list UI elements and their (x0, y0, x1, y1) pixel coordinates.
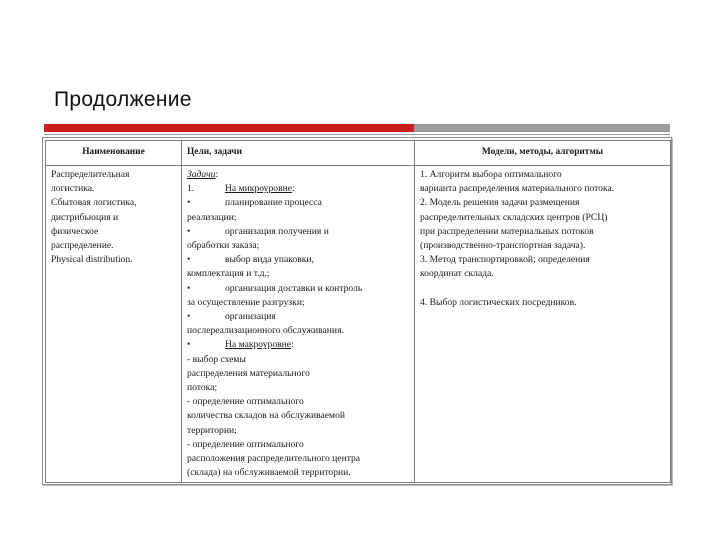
slide-title: Продолжение (54, 88, 192, 111)
list-item-cont: комплектация и т.д.; (187, 268, 270, 280)
list-item: • выбор вида упаковки, (187, 253, 409, 267)
cell-text: - выбор схемы (187, 353, 246, 365)
bullet-icon: • (187, 339, 191, 351)
cell-text: - определение оптимального (187, 438, 304, 450)
logistics-table (45, 140, 671, 483)
accent-bar (44, 124, 414, 132)
cell-text: - определение оптимального (187, 396, 304, 408)
divider (44, 134, 670, 135)
header-goals: Цели, задачи (182, 141, 415, 166)
cell-text: территории; (187, 424, 237, 436)
cell-name (46, 166, 182, 483)
list-item: • организация (187, 310, 409, 324)
header-models: Модели, методы, алгоритмы (415, 141, 671, 166)
bullet-icon: • (187, 282, 191, 294)
cell-text: Physical distribution. (51, 254, 133, 266)
bullet-icon: • (187, 311, 191, 323)
cell-text: (производственно-транспортная задача). (420, 240, 586, 252)
cell-text: распределительных складских центров (РСЦ) (420, 211, 608, 223)
cell-goals (182, 166, 415, 483)
list-item-cont: за осуществление разгрузки; (187, 296, 305, 308)
list-item-cont: реализации; (187, 211, 237, 223)
list-item-cont: послереализационного обслуживания. (187, 325, 344, 337)
table-header-row (46, 141, 671, 166)
cell-text: потока; (187, 382, 218, 394)
cell-models (415, 166, 671, 483)
cell-text: количества складов на обслуживаемой (187, 410, 346, 422)
cell-text: логистика. (51, 183, 95, 195)
macro-heading: • На макроуровне: (187, 338, 409, 352)
bullet-icon: • (187, 225, 191, 237)
cell-text: 3. Метод транспортировкой; определения (420, 254, 590, 266)
micro-heading: 1. На микроуровне: (187, 183, 295, 195)
spacer (420, 282, 665, 296)
cell-text: варианта распределения материального потока. (420, 183, 615, 195)
cell-text: дистрибьюция и (51, 211, 119, 223)
list-item-cont: обработки заказа; (187, 240, 260, 252)
list-item: • планирование процесса (187, 196, 409, 210)
secondary-bar (414, 124, 670, 132)
cell-text: распределения материального (187, 367, 310, 379)
list-item: • организация получения и (187, 225, 409, 239)
cell-text: (склада) на обслуживаемой территории. (187, 467, 351, 479)
tasks-heading: Задачи: (187, 169, 219, 180)
table-row (46, 166, 671, 483)
cell-text: при распределении материальных потоков (420, 225, 594, 237)
cell-text: координат склада. (420, 268, 494, 280)
header-name: Наименование (46, 141, 182, 166)
cell-text: 1. Алгоритм выбора оптимального (420, 169, 562, 180)
cell-text: физическое (51, 225, 99, 237)
cell-text: 4. Выбор логистических посредников. (420, 296, 577, 308)
bullet-icon: • (187, 197, 191, 209)
bullet-icon: • (187, 254, 191, 266)
cell-text: Распределительная (51, 169, 130, 180)
list-item: • организация доставки и контроль (187, 282, 409, 296)
cell-text: расположения распределительного центра (187, 453, 361, 465)
cell-text: распределение. (51, 240, 114, 252)
cell-text: Сбытовая логистика, (51, 197, 137, 209)
cell-text: 2. Модель решения задачи размещения (420, 197, 580, 209)
